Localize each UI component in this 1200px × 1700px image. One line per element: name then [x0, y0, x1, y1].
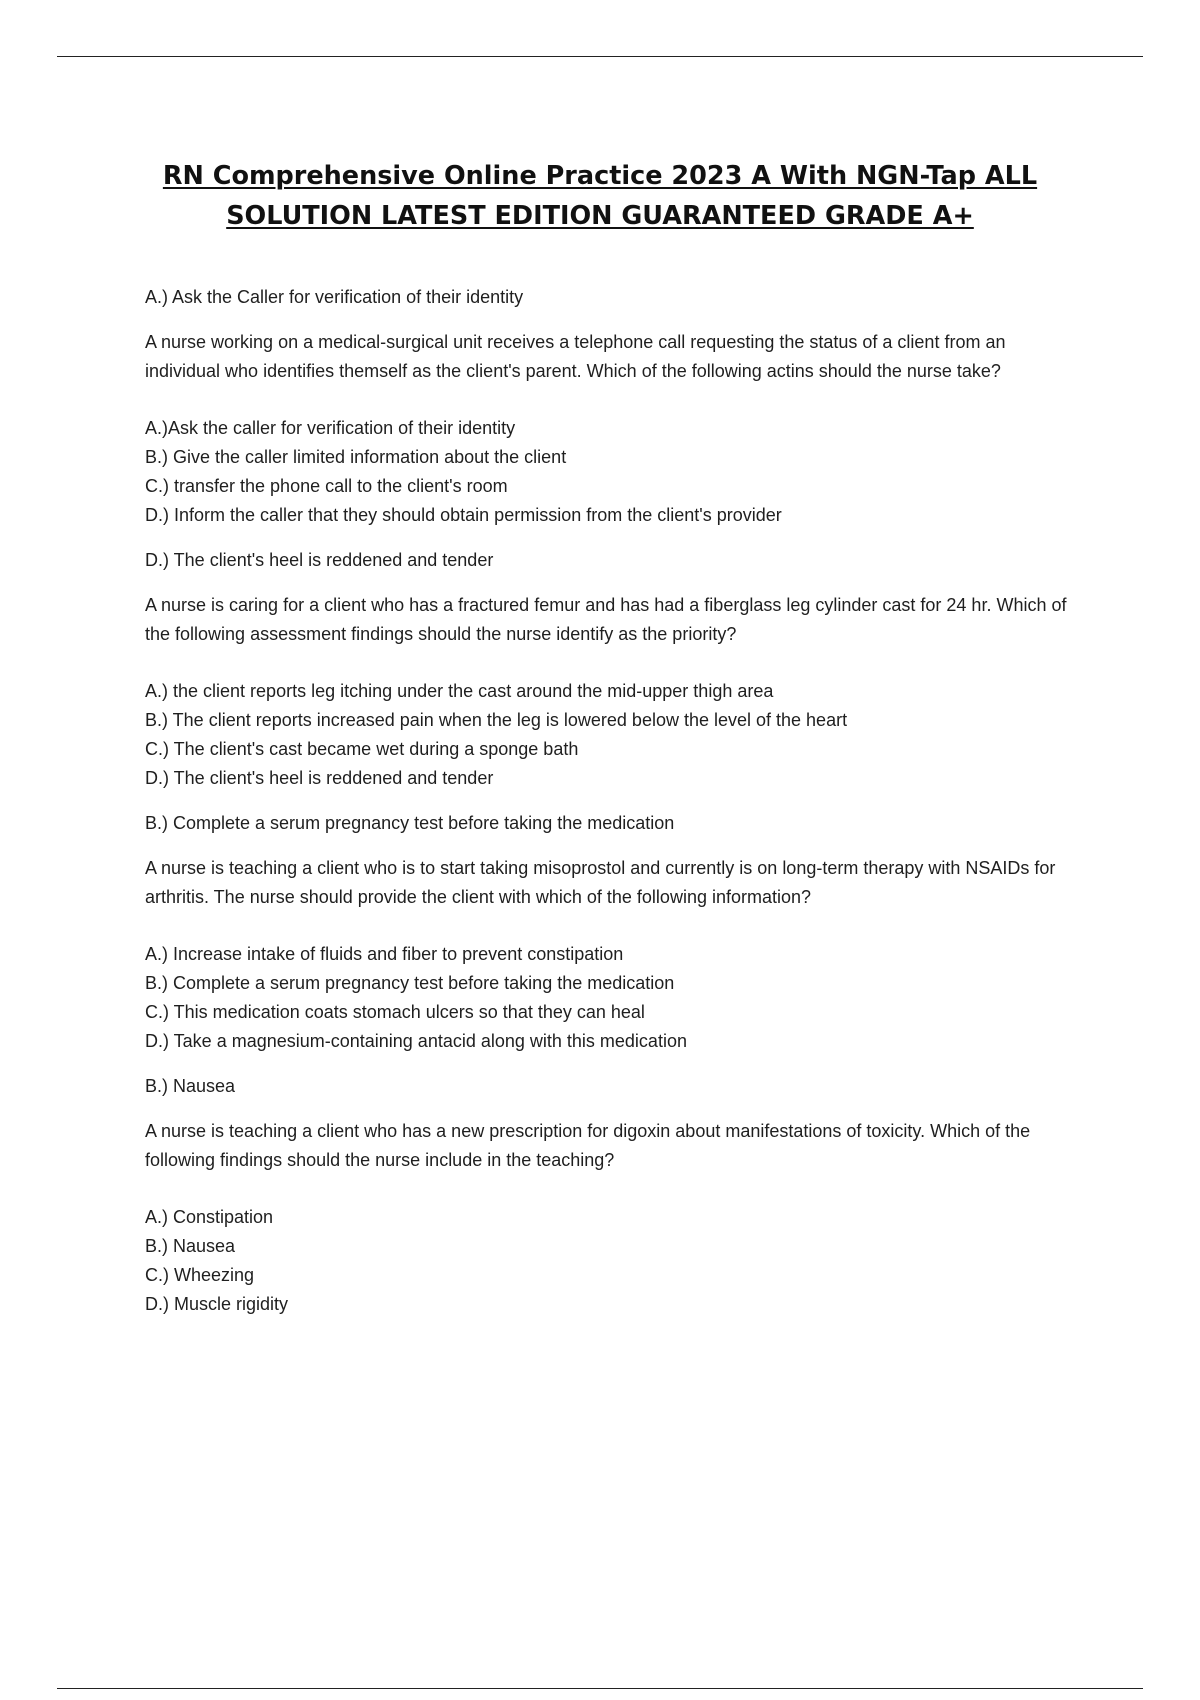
answer-text: B.) Complete a serum pregnancy test before taking the medication [145, 813, 675, 833]
question-block-3 [145, 809, 1085, 1056]
question-text: A nurse is teaching a client who has a new prescription for digoxin about manifestations of toxicity. Which of the following findings should the nurse include in the teaching? [145, 1121, 1031, 1170]
question-text: A nurse is teaching a client who is to start taking misoprostol and currently is on long-term therapy with NSAIDs for arthritis. The nurse should provide the client with which of the following information? [145, 858, 1056, 907]
footer-rule [57, 1688, 1143, 1689]
option-c: C.) Wheezing [145, 1265, 255, 1285]
options-list [145, 940, 1085, 1056]
option-d: D.) Take a magnesium-containing antacid along with this medication [145, 1031, 687, 1051]
question-block-2 [145, 546, 1085, 793]
question-block-4 [145, 1072, 1085, 1319]
option-d: D.) Inform the caller that they should obtain permission from the client's provider [145, 505, 782, 525]
answer-text: D.) The client's heel is reddened and tender [145, 550, 494, 570]
header-rule [57, 56, 1143, 57]
option-a: A.) Increase intake of fluids and fiber to prevent constipation [145, 944, 624, 964]
option-b: B.) Nausea [145, 1236, 236, 1256]
question-text: A nurse is caring for a client who has a fractured femur and has had a fiberglass leg cylinder cast for 24 hr. Which of the following assessment findings should the nurse identify as the priority? [145, 595, 1067, 644]
option-b: B.) Complete a serum pregnancy test before taking the medication [145, 973, 675, 993]
options-list [145, 414, 1085, 530]
options-list [145, 1203, 1085, 1319]
option-a: A.)Ask the caller for verification of their identity [145, 418, 516, 438]
question-text: A nurse working on a medical-surgical unit receives a telephone call requesting the status of a client from an individual who identifies themself as the client's parent. Which of the following actins should the nurse take? [145, 332, 1006, 381]
options-list [145, 677, 1085, 793]
option-d: D.) The client's heel is reddened and tender [145, 768, 494, 788]
title-line-1: RN Comprehensive Online Practice 2023 A With NGN-Tap ALL [162, 161, 1038, 191]
document-body [145, 283, 1085, 1335]
question-block-1 [145, 283, 1085, 530]
option-a: A.) Constipation [145, 1207, 274, 1227]
option-d: D.) Muscle rigidity [145, 1294, 289, 1314]
option-b: B.) Give the caller limited information about the client [145, 447, 567, 467]
option-c: C.) The client's cast became wet during a sponge bath [145, 739, 579, 759]
title-line-2: SOLUTION LATEST EDITION GUARANTEED GRADE A+ [226, 201, 974, 231]
page-title [60, 156, 1140, 236]
answer-text: A.) Ask the Caller for verification of their identity [145, 287, 524, 307]
option-c: C.) transfer the phone call to the client's room [145, 476, 508, 496]
option-b: B.) The client reports increased pain when the leg is lowered below the level of the heart [145, 710, 848, 730]
option-a: A.) the client reports leg itching under the cast around the mid-upper thigh area [145, 681, 774, 701]
option-c: C.) This medication coats stomach ulcers so that they can heal [145, 1002, 645, 1022]
answer-text: B.) Nausea [145, 1076, 236, 1096]
